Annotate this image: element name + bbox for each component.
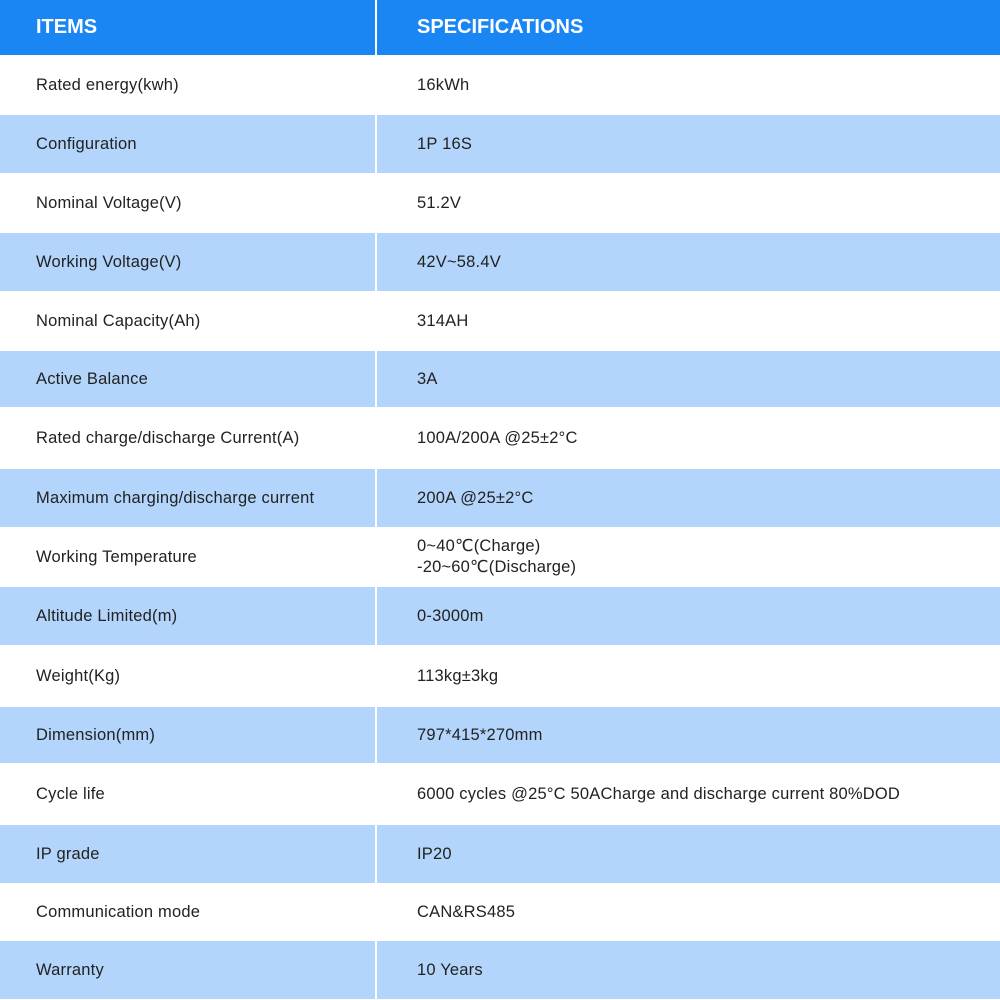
spec-line-1: 0~40℃(Charge) — [417, 537, 541, 555]
table-row — [0, 939, 1000, 999]
table-row — [0, 113, 1000, 173]
table-row — [0, 291, 1000, 349]
spec-cell: 797*415*270mm — [375, 707, 1000, 763]
spec-cell: 16kWh — [375, 57, 1000, 113]
item-cell: Dimension(mm) — [36, 725, 156, 744]
spec-cell: 113kg±3kg — [375, 647, 1000, 705]
table-header-row — [0, 0, 1000, 55]
spec-cell: 1P 16S — [375, 115, 1000, 173]
header-items: ITEMS — [36, 16, 98, 38]
spec-cell: 314AH — [375, 293, 1000, 349]
spec-cell: 100A/200A @25±2°C — [375, 409, 1000, 467]
table-row — [0, 823, 1000, 883]
item-cell: Active Balance — [36, 369, 148, 388]
spec-cell: 0-3000m — [375, 587, 1000, 645]
item-cell: Weight(Kg) — [36, 666, 121, 685]
spec-cell: 51.2V — [375, 175, 1000, 231]
spec-cell: 42V~58.4V — [375, 233, 1000, 291]
item-cell: Altitude Limited(m) — [36, 606, 178, 625]
item-cell: Configuration — [36, 134, 137, 153]
spec-line-2: -20~60℃(Discharge) — [417, 558, 577, 576]
table-row — [0, 763, 1000, 823]
table-row — [0, 55, 1000, 113]
table-row — [0, 467, 1000, 527]
item-cell: Nominal Capacity(Ah) — [36, 311, 201, 330]
item-cell: Rated charge/discharge Current(A) — [36, 428, 300, 447]
table-row — [0, 705, 1000, 763]
table-row — [0, 231, 1000, 291]
spec-cell: 6000 cycles @25°C 50ACharge and discharge current 80%DOD — [375, 765, 1000, 823]
spec-cell: IP20 — [375, 825, 1000, 883]
table-row — [0, 173, 1000, 231]
spec-cell: 200A @25±2°C — [375, 469, 1000, 527]
table-row — [0, 407, 1000, 467]
table-row — [0, 527, 1000, 585]
table-row — [0, 585, 1000, 645]
item-cell: Cycle life — [36, 784, 105, 803]
table-row — [0, 349, 1000, 407]
table-row — [0, 645, 1000, 705]
item-cell: Working Temperature — [36, 547, 197, 566]
header-specifications: SPECIFICATIONS — [375, 0, 1000, 55]
item-cell: Working Voltage(V) — [36, 252, 182, 271]
item-cell: Communication mode — [36, 902, 201, 921]
spec-cell: 10 Years — [375, 941, 1000, 999]
item-cell: Rated energy(kwh) — [36, 75, 179, 94]
item-cell: Warranty — [36, 960, 104, 979]
item-cell: IP grade — [36, 844, 100, 863]
spec-cell: CAN&RS485 — [375, 885, 1000, 939]
spec-cell — [375, 529, 1000, 585]
spec-cell: 3A — [375, 351, 1000, 407]
table-row — [0, 883, 1000, 939]
item-cell: Maximum charging/discharge current — [36, 488, 315, 507]
item-cell: Nominal Voltage(V) — [36, 193, 182, 212]
